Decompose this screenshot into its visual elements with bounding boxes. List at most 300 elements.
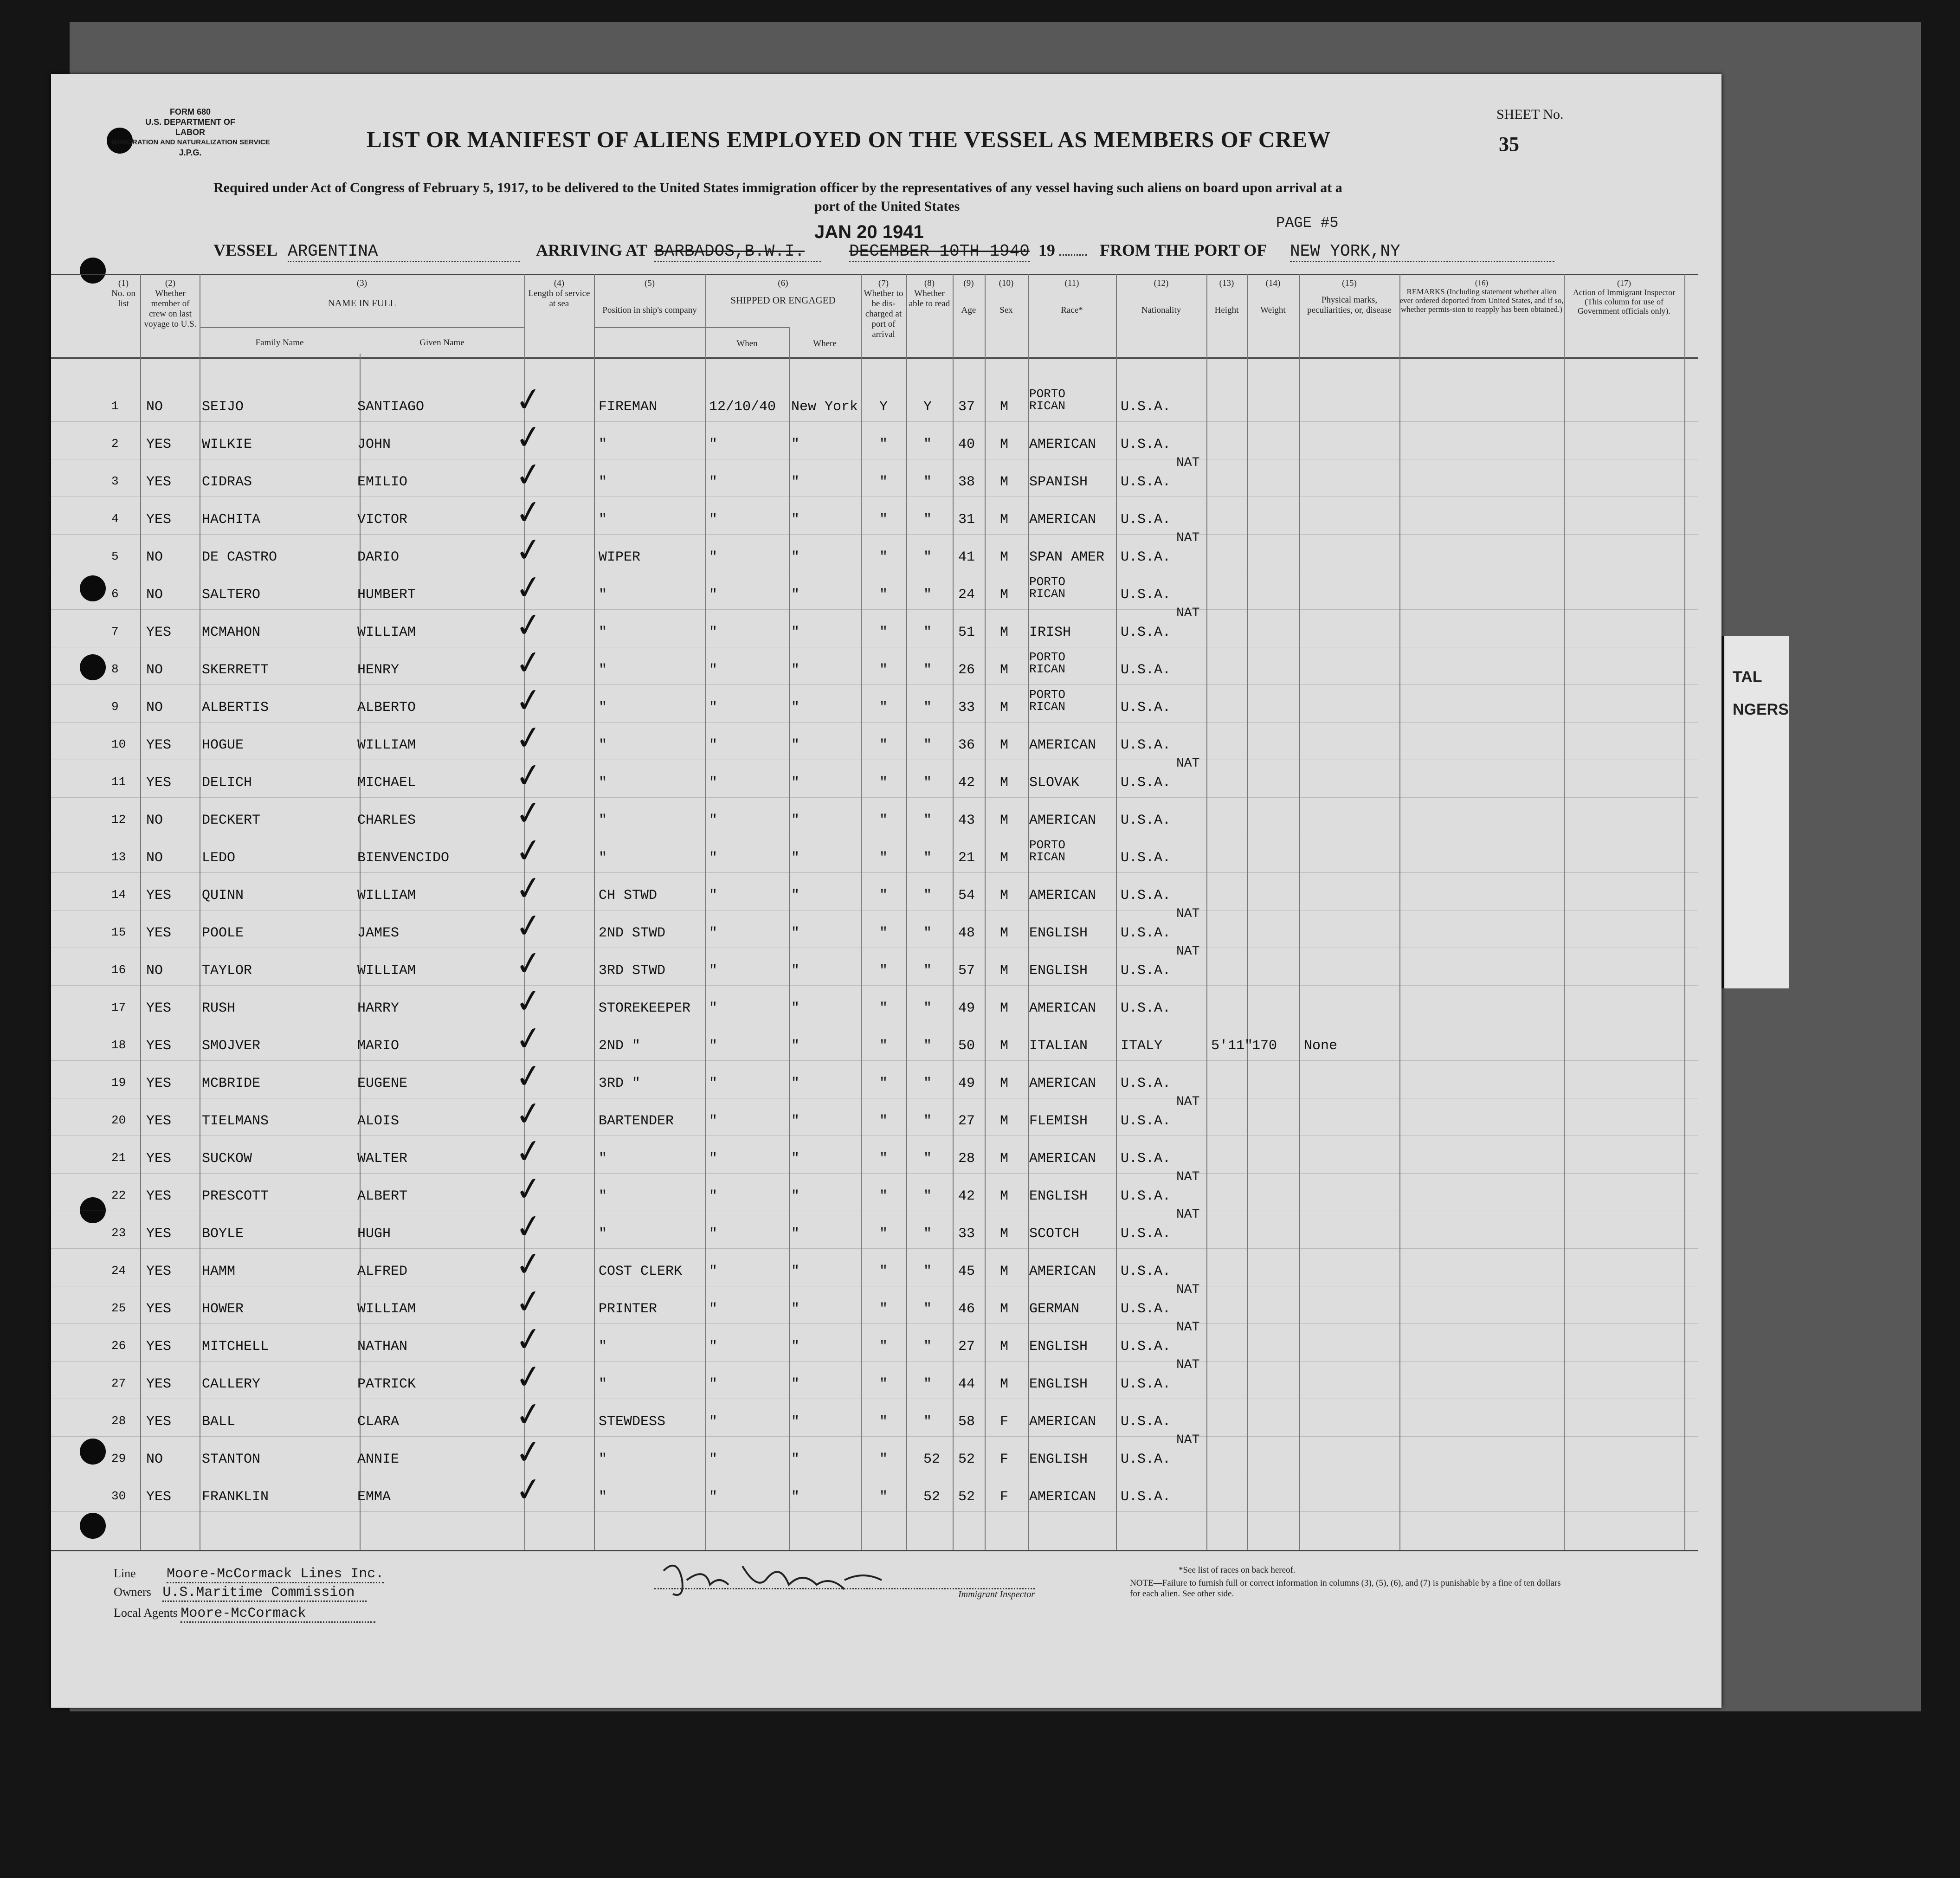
- crew-last-voyage: YES: [146, 1000, 172, 1016]
- discharged: ": [879, 662, 888, 678]
- crew-table: [51, 274, 1721, 1550]
- column-divider: [985, 274, 986, 1550]
- able-to-read: ": [923, 1414, 932, 1430]
- list-number: 21: [111, 1151, 126, 1165]
- family-name: RUSH: [202, 1000, 236, 1016]
- nationality: U.S.A.: [1121, 587, 1171, 603]
- position: WIPER: [599, 549, 641, 565]
- list-number: 4: [111, 512, 119, 526]
- age: 36: [958, 737, 975, 753]
- col10-header: (10) Sex: [999, 278, 1014, 315]
- nationality: U.S.A.: [1121, 1376, 1171, 1392]
- side-tab-text-2: NGERS: [1733, 701, 1789, 718]
- position: ": [599, 437, 607, 452]
- check-mark-icon: ✓: [512, 1243, 545, 1285]
- shipped-where: ": [791, 1414, 800, 1430]
- shipped-when: ": [709, 1188, 718, 1204]
- shipped-where: ": [791, 1376, 800, 1392]
- shipped-when: ": [709, 775, 718, 791]
- row-rule: [51, 872, 1698, 873]
- family-name: HAMM: [202, 1264, 236, 1279]
- discharged: ": [879, 925, 888, 941]
- check-mark-icon: ✓: [512, 1206, 545, 1247]
- naturalized-mark: NAT: [1176, 944, 1200, 959]
- nationality: ITALY: [1121, 1038, 1163, 1054]
- col14-header: (14) Weight: [1260, 278, 1286, 315]
- sex: M: [1000, 775, 1009, 791]
- shipped-where: ": [791, 512, 800, 528]
- vessel-name: ARGENTINA: [288, 242, 520, 262]
- able-to-read: ": [923, 737, 932, 753]
- discharged: ": [879, 1113, 888, 1129]
- nationality: U.S.A.: [1121, 1076, 1171, 1091]
- discharged: ": [879, 813, 888, 828]
- page-label: PAGE #5: [1276, 214, 1339, 232]
- age: 42: [958, 1188, 975, 1204]
- shipped-where: ": [791, 888, 800, 904]
- form-department: U.S. DEPARTMENT OF LABOR: [145, 117, 235, 137]
- able-to-read: ": [923, 925, 932, 941]
- able-to-read: ": [923, 775, 932, 791]
- crew-last-voyage: YES: [146, 1113, 172, 1129]
- nationality: U.S.A.: [1121, 1113, 1171, 1129]
- race: ENGLISH: [1029, 963, 1088, 979]
- family-name: MCMAHON: [202, 625, 261, 640]
- col15-header: (15) Physical marks, peculiarities, or, disease: [1307, 278, 1392, 315]
- position: ": [599, 1339, 607, 1355]
- shipped-when: ": [709, 888, 718, 904]
- check-mark-icon: ✓: [512, 1394, 545, 1435]
- crew-last-voyage: NO: [146, 850, 163, 866]
- sex: M: [1000, 399, 1009, 415]
- shipped-where: ": [791, 1151, 800, 1167]
- race: ENGLISH: [1029, 1376, 1088, 1392]
- shipped-when: ": [709, 1038, 718, 1054]
- age: 52: [958, 1489, 975, 1505]
- position: ": [599, 625, 607, 640]
- list-number: 16: [111, 963, 126, 977]
- given-name: VICTOR: [357, 512, 408, 528]
- check-mark-icon: ✓: [512, 1281, 545, 1323]
- naturalized-mark: NAT: [1176, 1207, 1200, 1222]
- race: IRISH: [1029, 625, 1071, 640]
- able-to-read: ": [923, 1151, 932, 1167]
- column-divider: [953, 274, 954, 1550]
- crew-last-voyage: NO: [146, 813, 163, 828]
- family-name: SUCKOW: [202, 1151, 252, 1167]
- row-rule: [51, 797, 1698, 798]
- row-rule: [51, 609, 1698, 610]
- age: 54: [958, 888, 975, 904]
- given-name: WALTER: [357, 1151, 408, 1167]
- family-name: TAYLOR: [202, 963, 252, 979]
- race: PORTO RICAN: [1029, 650, 1066, 676]
- check-mark-icon: ✓: [512, 1168, 545, 1210]
- shipped-when: ": [709, 737, 718, 753]
- position: ": [599, 1188, 607, 1204]
- check-mark-icon: ✓: [512, 755, 545, 796]
- given-name: WILLIAM: [357, 888, 416, 904]
- nationality: U.S.A.: [1121, 1301, 1171, 1317]
- column-divider: [1028, 274, 1029, 1550]
- crew-last-voyage: YES: [146, 737, 172, 753]
- family-name: MCBRIDE: [202, 1076, 261, 1091]
- family-name: HACHITA: [202, 512, 261, 528]
- race: AMERICAN: [1029, 512, 1096, 528]
- vessel-label: VESSEL: [213, 241, 278, 259]
- shipped-when: ": [709, 925, 718, 941]
- crew-last-voyage: YES: [146, 1038, 172, 1054]
- position: STOREKEEPER: [599, 1000, 691, 1016]
- shipped-where: ": [791, 549, 800, 565]
- check-mark-icon: ✓: [512, 1318, 545, 1360]
- agents-value: Moore-McCormack: [181, 1606, 375, 1623]
- race: SLOVAK: [1029, 775, 1080, 791]
- line-label: Line: [114, 1567, 136, 1580]
- col1-header: (1) No. on list: [111, 278, 135, 309]
- family-name: LEDO: [202, 850, 236, 866]
- able-to-read: Y: [923, 399, 932, 415]
- given-name: EMILIO: [357, 474, 408, 490]
- shipped-when: ": [709, 1226, 718, 1242]
- list-number: 24: [111, 1264, 126, 1278]
- sheet-number: 35: [1499, 133, 1519, 155]
- discharged: ": [879, 1452, 888, 1467]
- given-name: HARRY: [357, 1000, 400, 1016]
- shipped-where: ": [791, 1452, 800, 1467]
- able-to-read: ": [923, 1188, 932, 1204]
- discharged: ": [879, 888, 888, 904]
- family-name: SALTERO: [202, 587, 261, 603]
- shipped-where: ": [791, 963, 800, 979]
- able-to-read: ": [923, 625, 932, 640]
- shipped-when: ": [709, 1264, 718, 1279]
- column-divider: [1399, 274, 1400, 1550]
- nationality: U.S.A.: [1121, 1339, 1171, 1355]
- position: 2ND STWD: [599, 925, 666, 941]
- naturalized-mark: NAT: [1176, 456, 1200, 470]
- naturalized-mark: NAT: [1176, 1170, 1200, 1184]
- able-to-read: ": [923, 813, 932, 828]
- race: PORTO RICAN: [1029, 575, 1066, 601]
- family-name: FRANKLIN: [202, 1489, 269, 1505]
- list-number: 10: [111, 737, 126, 751]
- race: ENGLISH: [1029, 1188, 1088, 1204]
- shipped-when: ": [709, 587, 718, 603]
- race: AMERICAN: [1029, 813, 1096, 828]
- able-to-read: 52: [923, 1452, 941, 1467]
- family-name: HOWER: [202, 1301, 244, 1317]
- document-title: LIST OR MANIFEST OF ALIENS EMPLOYED ON THE VESSEL AS MEMBERS OF CREW: [367, 127, 1331, 152]
- shipped-where: ": [791, 625, 800, 640]
- column-divider: [906, 274, 907, 1550]
- weight: 170: [1252, 1038, 1277, 1054]
- position: ": [599, 813, 607, 828]
- given-name: WILLIAM: [357, 963, 416, 979]
- family-name: BOYLE: [202, 1226, 244, 1242]
- check-mark-icon: ✓: [512, 1055, 545, 1097]
- given-name: MICHAEL: [357, 775, 416, 791]
- check-mark-icon: ✓: [512, 867, 545, 909]
- list-number: 15: [111, 925, 126, 939]
- list-number: 22: [111, 1188, 126, 1202]
- form-number: FORM 680: [169, 107, 211, 116]
- discharged: ": [879, 587, 888, 603]
- row-rule: [51, 985, 1698, 986]
- sex: F: [1000, 1452, 1009, 1467]
- check-mark-icon: ✓: [512, 942, 545, 984]
- position: ": [599, 1151, 607, 1167]
- check-mark-icon: ✓: [512, 905, 545, 947]
- age: 40: [958, 437, 975, 452]
- able-to-read: ": [923, 587, 932, 603]
- check-mark-icon: ✓: [512, 1130, 545, 1172]
- check-mark-icon: ✓: [512, 491, 545, 533]
- position: ": [599, 1452, 607, 1467]
- race: ENGLISH: [1029, 925, 1088, 941]
- crew-last-voyage: NO: [146, 662, 163, 678]
- shipped-where: ": [791, 1076, 800, 1091]
- row-rule: [51, 421, 1698, 422]
- sex: M: [1000, 1376, 1009, 1392]
- discharged: ": [879, 737, 888, 753]
- shipped-where: ": [791, 737, 800, 753]
- name-subdivider: [200, 327, 524, 328]
- family-name: STANTON: [202, 1452, 261, 1467]
- col4-header: (4) Length of service at sea: [528, 278, 590, 309]
- sex: M: [1000, 813, 1009, 828]
- naturalized-mark: NAT: [1176, 1320, 1200, 1335]
- shipped-when: ": [709, 850, 718, 866]
- nationality: U.S.A.: [1121, 813, 1171, 828]
- shipped-when: ": [709, 512, 718, 528]
- crew-last-voyage: YES: [146, 1489, 172, 1505]
- discharged: ": [879, 1038, 888, 1054]
- nationality: U.S.A.: [1121, 737, 1171, 753]
- given-name: MARIO: [357, 1038, 400, 1054]
- list-number: 25: [111, 1301, 126, 1315]
- able-to-read: ": [923, 1038, 932, 1054]
- sheet-label: SHEET No.: [1496, 107, 1564, 122]
- table-bottom-border: [51, 1550, 1698, 1551]
- given-name: SANTIAGO: [357, 399, 425, 415]
- crew-last-voyage: YES: [146, 1301, 172, 1317]
- race: AMERICAN: [1029, 888, 1096, 904]
- shipped-when: ": [709, 1076, 718, 1091]
- column-divider: [360, 354, 361, 1550]
- able-to-read: ": [923, 1301, 932, 1317]
- position: ": [599, 700, 607, 716]
- shipped-when: ": [709, 474, 718, 490]
- position: ": [599, 737, 607, 753]
- discharged: ": [879, 549, 888, 565]
- naturalized-mark: NAT: [1176, 531, 1200, 545]
- row-rule: [51, 1323, 1698, 1324]
- row-rule: [51, 684, 1698, 685]
- age: 44: [958, 1376, 975, 1392]
- shipped-where: ": [791, 700, 800, 716]
- date-stamp: JAN 20 1941: [814, 222, 924, 242]
- given-name: HENRY: [357, 662, 400, 678]
- given-name: CHARLES: [357, 813, 416, 828]
- col3-header: (3) NAME IN FULL: [328, 278, 396, 309]
- side-tab-text-1: TAL: [1733, 668, 1762, 686]
- shipped-when: ": [709, 1376, 718, 1392]
- race: PORTO RICAN: [1029, 387, 1066, 413]
- col6-header: (6) SHIPPED OR ENGAGED: [730, 278, 836, 306]
- list-number: 2: [111, 437, 119, 451]
- nationality: U.S.A.: [1121, 850, 1171, 866]
- age: 24: [958, 587, 975, 603]
- given-name: HUGH: [357, 1226, 391, 1242]
- naturalized-mark: NAT: [1176, 1095, 1200, 1109]
- col13-header: (13) Height: [1214, 278, 1239, 315]
- discharged: ": [879, 437, 888, 452]
- shipped-when: ": [709, 963, 718, 979]
- inspector-label: Immigrant Inspector: [654, 1588, 1035, 1600]
- list-number: 5: [111, 549, 119, 563]
- check-mark-icon: ✓: [512, 454, 545, 496]
- given-name: WILLIAM: [357, 625, 416, 640]
- shipped-when: ": [709, 1339, 718, 1355]
- discharged: ": [879, 1301, 888, 1317]
- shipped-where: ": [791, 1188, 800, 1204]
- discharged: ": [879, 1000, 888, 1016]
- nationality: U.S.A.: [1121, 512, 1171, 528]
- crew-last-voyage: YES: [146, 1376, 172, 1392]
- shipped-where: ": [791, 437, 800, 452]
- nationality: U.S.A.: [1121, 1414, 1171, 1430]
- sex: M: [1000, 963, 1009, 979]
- col7-header: (7) Whether to be dis-charged at port of arrival: [864, 278, 903, 339]
- col8-header: (8) Whether able to read: [909, 278, 950, 309]
- shipped-where: New York: [791, 399, 858, 415]
- family-name-header: Family Name: [255, 338, 304, 348]
- height: 5'11": [1211, 1038, 1253, 1054]
- nationality: U.S.A.: [1121, 775, 1171, 791]
- family-name: ALBERTIS: [202, 700, 269, 716]
- row-rule: [51, 1511, 1698, 1512]
- family-name: SKERRETT: [202, 662, 269, 678]
- col2-header: (2) Whether member of crew on last voyage to U.S.: [144, 278, 197, 329]
- check-mark-icon: ✓: [512, 379, 545, 420]
- nationality: U.S.A.: [1121, 662, 1171, 678]
- crew-last-voyage: YES: [146, 437, 172, 452]
- position: ": [599, 587, 607, 603]
- naturalized-mark: NAT: [1176, 907, 1200, 921]
- check-mark-icon: ✓: [512, 1356, 545, 1398]
- given-name: ALBERTO: [357, 700, 416, 716]
- family-name: BALL: [202, 1414, 236, 1430]
- sex: M: [1000, 474, 1009, 490]
- age: 57: [958, 963, 975, 979]
- family-name: WILKIE: [202, 437, 252, 452]
- row-rule: [51, 1060, 1698, 1061]
- position: FIREMAN: [599, 399, 658, 415]
- family-name: POOLE: [202, 925, 244, 941]
- race: SPANISH: [1029, 474, 1088, 490]
- given-name: WILLIAM: [357, 737, 416, 753]
- crew-last-voyage: YES: [146, 1226, 172, 1242]
- col16-header: (16) REMARKS (Including statement whether alien ever ordered deported from United States, and if so, whether permis-sion to reapply has been obtained.): [1399, 278, 1564, 314]
- column-divider: [1564, 274, 1565, 1550]
- shipped-subdivider: [594, 327, 789, 328]
- shipped-when: ": [709, 1113, 718, 1129]
- column-divider: [705, 274, 706, 1550]
- discharged: ": [879, 1226, 888, 1242]
- shipped-where: ": [791, 925, 800, 941]
- able-to-read: ": [923, 700, 932, 716]
- family-name: PRESCOTT: [202, 1188, 269, 1204]
- list-number: 13: [111, 850, 126, 864]
- nationality: U.S.A.: [1121, 963, 1171, 979]
- discharged: ": [879, 1414, 888, 1430]
- check-mark-icon: ✓: [512, 830, 545, 871]
- age: 33: [958, 700, 975, 716]
- shipped-when-header: When: [736, 339, 758, 348]
- able-to-read: ": [923, 474, 932, 490]
- nationality: U.S.A.: [1121, 700, 1171, 716]
- shipped-where: ": [791, 587, 800, 603]
- check-mark-icon: ✓: [512, 1431, 545, 1473]
- given-name: PATRICK: [357, 1376, 416, 1392]
- age: 43: [958, 813, 975, 828]
- able-to-read: ": [923, 662, 932, 678]
- shipped-when: ": [709, 1414, 718, 1430]
- crew-last-voyage: YES: [146, 925, 172, 941]
- position: ": [599, 1489, 607, 1505]
- able-to-read: 52: [923, 1489, 941, 1505]
- list-number: 11: [111, 775, 126, 789]
- able-to-read: ": [923, 850, 932, 866]
- column-divider: [594, 274, 595, 1550]
- list-number: 23: [111, 1226, 126, 1240]
- vessel-name-field: [288, 240, 520, 262]
- column-divider: [1247, 274, 1248, 1550]
- sex: M: [1000, 662, 1009, 678]
- age: 46: [958, 1301, 975, 1317]
- shipped-where: ": [791, 850, 800, 866]
- given-name: DARIO: [357, 549, 400, 565]
- position: 2ND ": [599, 1038, 641, 1054]
- sex: M: [1000, 1264, 1009, 1279]
- form-initials: J.P.G.: [179, 148, 202, 157]
- arriving-label: ARRIVING AT: [536, 241, 648, 259]
- table-top-border: [51, 274, 1698, 275]
- age: 41: [958, 549, 975, 565]
- crew-last-voyage: NO: [146, 399, 163, 415]
- able-to-read: ": [923, 1000, 932, 1016]
- shipped-where: ": [791, 1264, 800, 1279]
- naturalized-mark: NAT: [1176, 1433, 1200, 1447]
- shipped-where-header: Where: [813, 339, 837, 348]
- able-to-read: ": [923, 1113, 932, 1129]
- race: AMERICAN: [1029, 1151, 1096, 1167]
- list-number: 7: [111, 625, 119, 639]
- race: AMERICAN: [1029, 437, 1096, 452]
- races-note: *See list of races on back hereof.: [1179, 1565, 1296, 1575]
- race: AMERICAN: [1029, 1264, 1096, 1279]
- sex: M: [1000, 549, 1009, 565]
- family-name: DE CASTRO: [202, 549, 277, 565]
- header-bottom-border: [51, 357, 1698, 359]
- sex: M: [1000, 1339, 1009, 1355]
- shipped-where: ": [791, 474, 800, 490]
- shipped-where: ": [791, 775, 800, 791]
- given-name: JOHN: [357, 437, 391, 452]
- year-prefix: 19: [1038, 241, 1055, 259]
- sex: M: [1000, 512, 1009, 528]
